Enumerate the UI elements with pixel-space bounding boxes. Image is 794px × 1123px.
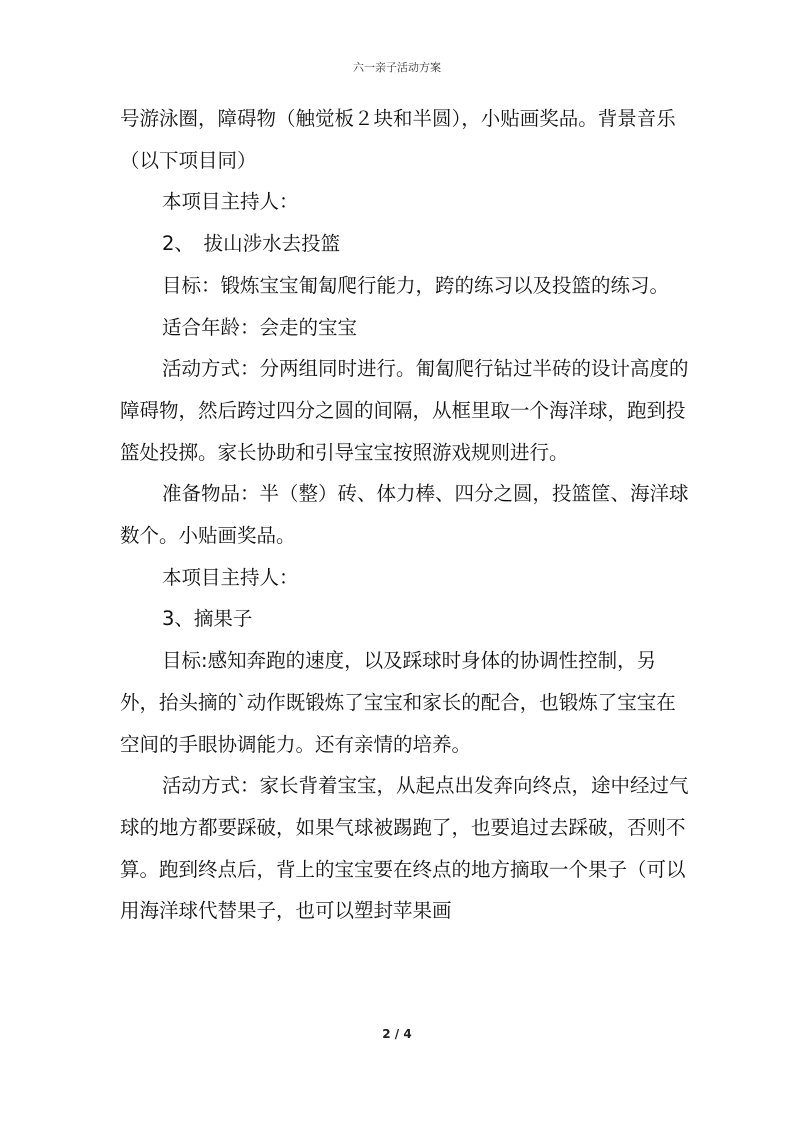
paragraph: 本项目主持人： (162, 565, 299, 589)
paragraph: 准备物品：半（整）砖、体力棒、四分之圆，投篮筐、海洋球数个。小贴画奖品。 (120, 482, 689, 548)
paragraph: 适合年龄：会走的宝宝 (162, 315, 358, 339)
page-number: 2 / 4 (382, 1027, 412, 1041)
paragraph: 目标：锻炼宝宝匍匐爬行能力，跨的练习以及投篮的练习。 (162, 273, 670, 297)
paragraph: 目标:感知奔跑的速度，以及踩球时身体的协调性控制，另外，抬头摘的`动作既锻炼了宝宝和家长的配合，也锻炼了宝宝在空间的手眼协调能力。还有亲情的培养。 (120, 649, 676, 756)
paragraph: 号游泳圈，障碍物（触觉板２块和半圆），小贴画奖品。背景音乐（以下项目同） (120, 107, 676, 172)
page-header-title: 六一亲子活动方案 (353, 61, 441, 74)
section-heading: 2、 拔山涉水去投篮 (162, 232, 341, 256)
paragraph: 活动方式：分两组同时进行。匍匐爬行钻过半砖的设计高度的障碍物，然后跨过四分之圆的间隔，从框里取一个海洋球，跑到投篮处投掷。家长协助和引导宝宝按照游戏规则进行。 (120, 357, 689, 464)
document-body (120, 98, 690, 932)
section-heading: 3、摘果子 (162, 607, 253, 631)
paragraph: 本项目主持人： (162, 190, 299, 214)
paragraph: 活动方式：家长背着宝宝，从起点出发奔向终点，途中经过气球的地方都要踩破，如果气球被踢跑了，也要追过去踩破，否则不算。跑到终点后，背上的宝宝要在终点的地方摘取一个果子（可以用海洋球代替果子，也可以塑封苹果画 (120, 774, 689, 923)
